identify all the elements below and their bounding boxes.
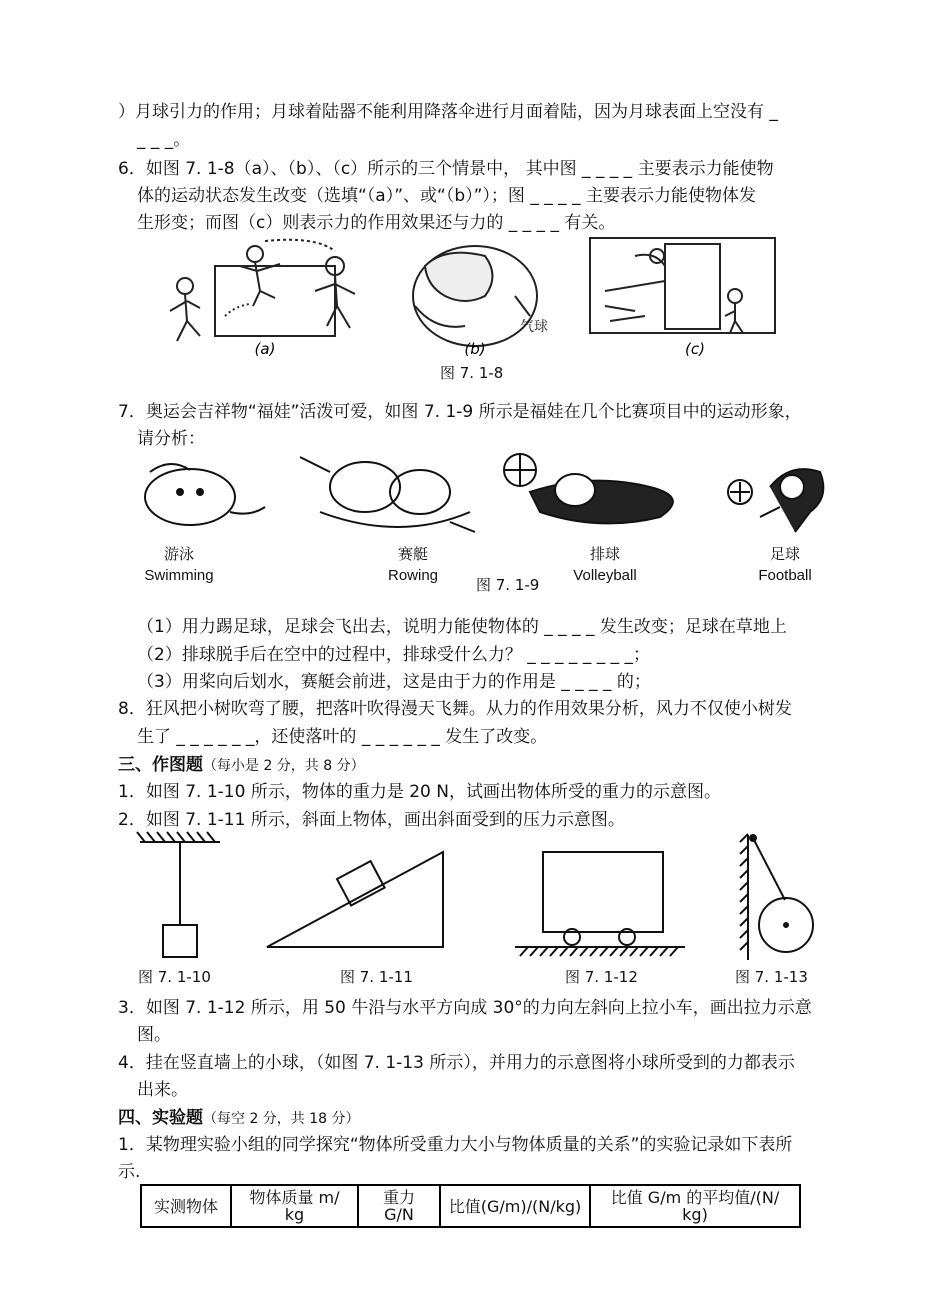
table-header-ratio: 比值(G/m)/(N/kg) (440, 1185, 590, 1227)
mascot-label-rowing: 赛艇 Rowing (387, 545, 439, 584)
q6-line1: 6．如图 7. 1-8（a）、（b）、（c）所示的三个情景中， 其中图 _ _ _ _ 主要表示力能使物 (118, 159, 774, 179)
mascot-volleyball-illustration (504, 454, 673, 523)
mascot-swimming-illustration (145, 464, 265, 525)
balloon-label: 气球 (520, 319, 548, 335)
q7-line2: 请分析： (137, 429, 205, 449)
table-header-gravity: 重力 G/N (358, 1185, 440, 1227)
incline-block-diagram (267, 852, 443, 947)
q6-line3: 生形变；而图（c）则表示力的作用效果还与力的 _ _ _ _ 有关。 (137, 213, 616, 233)
label-a: (a) (254, 340, 276, 358)
mascot-football-illustration (728, 469, 823, 532)
drawing-q1: 1．如图 7. 1-10 所示，物体的重力是 20 N，试画出物体所受的重力的示意图。 (118, 782, 721, 802)
cart-diagram (515, 852, 685, 956)
figure-caption-7-1-13: 图 7. 1-13 (735, 968, 808, 986)
experiment-table (140, 1184, 801, 1228)
figure-7-1-8 (165, 236, 785, 361)
figure-caption-7-1-10: 图 7. 1-10 (138, 968, 211, 986)
figure-7-1-9 (130, 452, 830, 537)
drawing-q2: 2．如图 7. 1-11 所示，斜面上物体，画出斜面受到的压力示意图。 (118, 810, 625, 830)
mascot-label-swimming: 游泳 Swimming (144, 545, 214, 584)
table-header-row (141, 1185, 800, 1227)
drawing-q4-line2: 出来。 (137, 1080, 188, 1100)
figure-caption-7-1-8: 图 7. 1-8 (440, 364, 504, 382)
label-c: (c) (685, 340, 705, 358)
drawing-q3-line1: 3．如图 7. 1-12 所示，用 50 牛沿与水平方向成 30°的力向左斜向上拉小车，画出拉力示意 (118, 998, 812, 1018)
ball-on-wall-diagram (740, 834, 813, 960)
section-3-heading: 三、作图题（每小是 2 分，共 8 分） (118, 755, 365, 775)
q7-sub3: （3）用桨向后划水，赛艇会前进，这是由于力的作用是 _ _ _ _ 的； (137, 672, 651, 692)
q7-sub1: （1）用力踢足球，足球会飞出去，说明力能使物体的 _ _ _ _ 发生改变；足球在草地上 (137, 617, 787, 637)
q8-line1: 8．狂风把小树吹弯了腰，把落叶吹得漫天飞舞。从力的作用效果分析，风力不仅使小树发 (118, 699, 792, 719)
mascot-label-volleyball: 排球 Volleyball (573, 545, 637, 584)
experiment-q1-line2: 示. (118, 1162, 141, 1182)
line-blank-cont: _ _ _。 (137, 130, 191, 150)
section-4-heading: 四、实验题（每空 2 分，共 18 分） (118, 1108, 360, 1128)
drawing-q4-line1: 4．挂在竖直墙上的小球，（如图 7. 1-13 所示），并用力的示意图将小球所受到的力都表示 (118, 1053, 795, 1073)
mascot-label-football: 足球 Football (758, 545, 812, 584)
mascot-rowing-illustration (300, 457, 475, 532)
figure-8c-illustration (590, 238, 775, 333)
line-moon-gravity: ）月球引力的作用；月球着陆器不能利用降落伞进行月面着陆，因为月球表面上空没有 _ (118, 102, 778, 122)
q6-line2: 体的运动状态发生改变（选填“（a）”、或“（b）”）；图 _ _ _ _ 主要表示力能使物体发 (137, 186, 756, 206)
figure-caption-7-1-12: 图 7. 1-12 (565, 968, 638, 986)
figure-caption-7-1-9: 图 7. 1-9 (476, 576, 540, 594)
hanging-block-diagram (137, 832, 220, 957)
figure-8b-illustration (413, 246, 537, 346)
experiment-q1-line1: 1．某物理实验小组的同学探究“物体所受重力大小与物体质量的关系”的实验记录如下表所 (118, 1135, 793, 1155)
figure-caption-7-1-11: 图 7. 1-11 (340, 968, 413, 986)
q8-line2: 生了 _ _ _ _ _ _，还使落叶的 _ _ _ _ _ _ 发生了改变。 (137, 727, 548, 747)
q7-sub2: （2）排球脱手后在空中的过程中，排球受什么力？ _ _ _ _ _ _ _ _； (137, 645, 651, 665)
figure-8a-illustration (170, 240, 355, 341)
table-header-object: 实测物体 (141, 1185, 231, 1227)
drawing-q3-line2: 图。 (137, 1025, 171, 1045)
label-b: (b) (464, 340, 486, 358)
table-header-average: 比值 G/m 的平均值/(N/ kg) (590, 1185, 800, 1227)
table-header-mass: 物体质量 m/ kg (231, 1185, 358, 1227)
q7-line1: 7．奥运会吉祥物“福娃”活泼可爱，如图 7. 1-9 所示是福娃在几个比赛项目中的运动形象， (118, 402, 802, 422)
figures-10-to-13 (125, 830, 825, 965)
